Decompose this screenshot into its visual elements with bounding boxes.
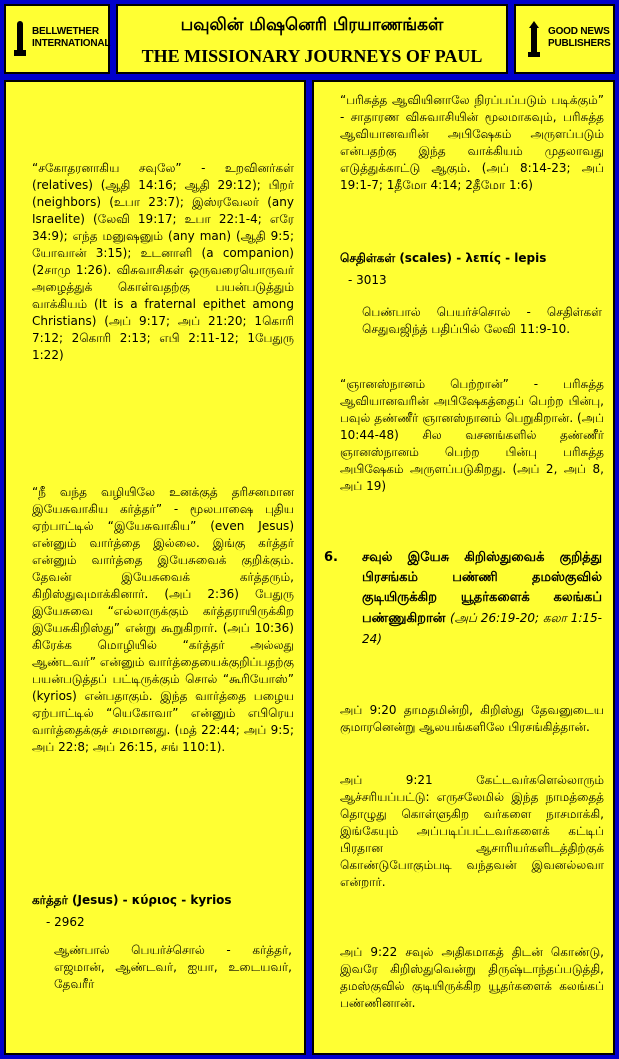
verse-acts-9-20: அப் 9:20 தாமதமின்றி, கிறிஸ்து தேவனுடைய குமாரனென்று ஆலயங்களிலே பிரசங்கித்தான்.	[340, 703, 604, 734]
left-column	[4, 80, 306, 1055]
strongs-number-3013: - 3013	[348, 273, 387, 287]
verse-acts-9-22: அப் 9:22 சவுல் அதிகமாகத் திடன் கொண்டு, இவரே கிறிஸ்துவென்று திருஷ்டாந்தப்படுத்தி, தமஸ்குவில் குடியிருக்கிற யூதர்களைக் கலங்கப் பண்ணினான்.	[340, 945, 604, 1010]
page-title-tamil: பவுலின் மிஷனெரி பிரயாணங்கள்	[180, 15, 444, 35]
verse-acts-9-21: அப் 9:21 கேட்டவர்களெல்லாரும் ஆச்சரியப்பட்டு: எருசலேமில் இந்த நாமத்தைத் தொழுது கொள்ளுகிற வர்களை நாசமாக்கி, இங்கேயும் அப்படிப்பட்டவர்களைக் கட்டிப் பிரதான ஆசாரியர்களிடத்திற்குக் கொண்டுபோகும்படி வந்தவன் இவனல்லவா என்றார்.	[340, 773, 604, 889]
paragraph-lord-jesus: “நீ வந்த வழியிலே உனக்குத் தரிசனமான இயேசுவாகிய கர்த்தர்” - மூலபாஷை புதிய ஏற்பாட்டில் “இயேசுவாகிய” (even Jesus) என்னும் வார்த்தை இல்லை. இங்கு கர்த்தர் என்னும் வார்த்தை இயேசுவைக் குறிக்கும். தேவன் இயேசுவைக் கர்த்தரும், கிறிஸ்துவுமாக்கினார். (அப் 2:36) பேதுரு இயேசுவை “எல்லாருக்கும் கர்த்தராயிருக்கிற இயேசுகிறிஸ்து” என்று கூறுகிறார். (அப் 10:36) கிரேக்க மொழியில் “கர்த்தர் அல்லது ஆண்டவர்” என்னும் வார்த்தையைக்குறிப்பதற்கு பயன்படுத்தப் பட்டிருக்கும் சொல் “கூரியோஸ்” (kyrios) என்பதாகும். இந்த வார்த்தை பழைய ஏற்பாட்டில் “யெகோவா” என்னும் எபிரெய வார்த்தைக்குச் சமமானது. (மத் 22:44; அப் 9:5; அப் 22:8; அப் 26:15, சங் 110:1).	[32, 485, 294, 754]
item6-heading	[362, 548, 602, 650]
right-column	[312, 80, 615, 1055]
logo-line2: PUBLISHERS	[548, 38, 611, 49]
logo-line1: BELLWETHER	[32, 26, 99, 37]
good-news-logo-text	[548, 26, 610, 50]
title-box	[116, 4, 508, 74]
good-news-logo-box	[514, 4, 615, 74]
logo-line1: GOOD NEWS	[548, 26, 610, 37]
bellwether-logo-box	[4, 4, 110, 74]
logo-line2: INTERNATIONAL	[32, 38, 111, 49]
item6-title: சவுல் இயேசு கிறிஸ்துவைக் குறித்து பிரசங்கம் பண்ணி தமஸ்குவில் குடியிருக்கிற யூதர்களைக் கலங்கப் பண்ணுகிறான்	[362, 550, 602, 626]
item6-refs: (அப் 26:19-20; கலா 1:15-24)	[362, 611, 602, 646]
bellwether-logo-text	[32, 26, 110, 50]
item-number-6: 6.	[324, 550, 338, 565]
ram-figure-icon	[12, 20, 28, 60]
word-entry-lepis: செதிள்கள் (scales) - λεπίς - lepis	[340, 251, 547, 265]
word-entry-kyrios: கர்த்தர் (Jesus) - κύριος - kyrios	[32, 893, 232, 907]
lamp-figure-icon	[526, 20, 542, 60]
page-title-english: THE MISSIONARY JOURNEYS OF PAUL	[141, 46, 483, 66]
definition-kyrios: ஆண்பால் பெயர்ச்சொல் - கர்த்தர், எஜமான், ஆண்டவர், ஐயா, உடையவர், தேவரீர்	[54, 943, 292, 991]
definition-lepis: பெண்பால் பெயர்ச்சொல் - செதிள்கள் செதுவஜிந்த் பதிப்பில் லேவி 11:9-10.	[362, 305, 602, 336]
strongs-number-2962: - 2962	[46, 915, 85, 929]
paragraph-baptized: “ஞானஸ்நானம் பெற்றான்” - பரிசுத்த ஆவியானவரின் அபிஷேகத்தைப் பெற்ற பின்பு, பவுல் தண்ணீர் ஞானஸ்நானம் பெறுகிறான். (அப் 10:44-48) சில வசனங்களில் தண்ணீர் ஞானஸ்நானம் பெற்ற பின்பு பரிசுத்த அபிஷேகம் அருளப்படுகிறது. (அப் 2, அப் 8, அப் 19)	[340, 377, 604, 493]
paragraph-brother-saul: “சகோதரனாகிய சவுலே” - உறவினர்கள் (relatives) (ஆதி 14:16; ஆதி 29:12); பிறர் (neighbors) (உபா 23:7); இஸ்ரவேலர் (any Israelite) (லேவி 19:17; உபா 22:1-4; எரே 34:9); எந்த மனுஷனும் (any man) (ஆதி 9:5; யோவான் 3:15); உடனாளி (a companion) (2சாமு 1:26). விசுவாசிகள் ஒருவரையொருவர் அழைத்துக் கொள்வதற்கு பயன்படுத்தும் வாக்கியம் (It is a fraternal epithet among Christians) (அப் 9:17; அப் 21:20; 1கொரி 7:12; 2கொரி 2:13; எபி 2:11-12; 1பேதுரு 1:22)	[32, 161, 294, 362]
paragraph-filled-holy-spirit: “பரிசுத்த ஆவியினாலே நிரப்பப்படும் படிக்கும்” - சாதாரண விசுவாசியின் மூலமாகவும், பரிசுத்த ஆவியானவரின் அபிஷேகம் அருளப்படும் என்பதற்கு இந்த வாக்கியம் முதலாவது எடுத்துக்காட்டு ஆகும். (அப் 8:14-23; அப் 19:1-7; 1தீமோ 4:14; 2தீமோ 1:6)	[340, 93, 604, 192]
